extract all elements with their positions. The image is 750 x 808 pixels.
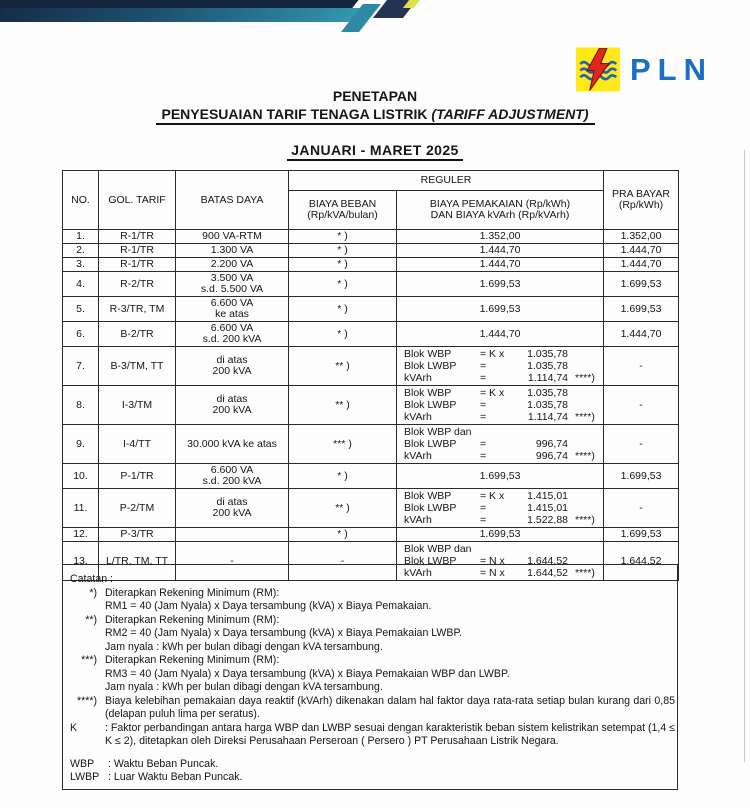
doc-title-line2-italic: (TARIFF ADJUSTMENT) <box>431 106 589 122</box>
cell-gol-tarif: R-1/TR <box>99 230 176 244</box>
tariff-row <box>63 272 679 297</box>
definition-term: LWBP <box>70 771 100 783</box>
definition-row <box>63 771 677 785</box>
header-banner <box>0 0 750 40</box>
cell-gol-tarif: R-1/TR <box>99 258 176 272</box>
cell-biaya-pemakaian: 1.444,70 <box>397 322 604 347</box>
cell-no: 2. <box>63 244 99 258</box>
tariff-row <box>63 528 679 542</box>
cell-gol-tarif: R-2/TR <box>99 272 176 297</box>
doc-title-line2 <box>0 106 750 125</box>
cell-biaya-pemakaian: Blok WBP = K x 1.035,78 Blok LWBP = 1.035,78 kVArh = 1.114,74 ****) <box>397 386 604 425</box>
cell-no: 8. <box>63 386 99 425</box>
cell-no: 9. <box>63 425 99 464</box>
cell-gol-tarif: P-1/TR <box>99 464 176 489</box>
cell-pra-bayar: - <box>604 489 679 528</box>
header-biaya-pemakaian: BIAYA PEMAKAIAN (Rp/kWh) DAN BIAYA kVArh (Rp/kVArh) <box>397 191 604 230</box>
cell-gol-tarif: P-2/TM <box>99 489 176 528</box>
cell-no: 7. <box>63 347 99 386</box>
note-k-factor <box>63 722 677 749</box>
cell-biaya-beban: *** ) <box>289 425 397 464</box>
cell-biaya-beban: * ) <box>289 244 397 258</box>
cell-no: 12. <box>63 528 99 542</box>
cell-biaya-beban: * ) <box>289 297 397 322</box>
cell-pra-bayar: 1.699,53 <box>604 464 679 489</box>
note-item <box>63 695 677 722</box>
cell-no: 13. <box>63 542 99 581</box>
pln-logo-mark-icon <box>576 47 620 92</box>
cell-batas-daya: di atas 200 kVA <box>176 347 289 386</box>
note-text: Diterapkan Rekening Minimum (RM): RM3 = 40 (Jam Nyala) x Daya tersambung (kVA) x Biaya Pemakaian WBP dan LWBP. Jam nyala : kWh per bulan dibagi dengan kVA tersambung. <box>105 654 510 693</box>
tariff-table <box>62 170 679 581</box>
tariff-row <box>63 425 679 464</box>
cell-biaya-beban: * ) <box>289 464 397 489</box>
cell-pra-bayar: 1.699,53 <box>604 297 679 322</box>
cell-pra-bayar: 1.352,00 <box>604 230 679 244</box>
cell-biaya-beban: * ) <box>289 322 397 347</box>
pln-logo <box>576 47 713 92</box>
cell-biaya-beban: ** ) <box>289 489 397 528</box>
cell-gol-tarif: B-2/TR <box>99 322 176 347</box>
header-gol-tarif: GOL. TARIF <box>99 171 176 230</box>
cell-biaya-beban: ** ) <box>289 386 397 425</box>
tariff-row <box>63 347 679 386</box>
cell-batas-daya: 6.600 VA ke atas <box>176 297 289 322</box>
cell-no: 1. <box>63 230 99 244</box>
cell-pra-bayar: - <box>604 347 679 386</box>
tariff-row <box>63 230 679 244</box>
header-pra-bayar: PRA BAYAR (Rp/kWh) <box>604 171 679 230</box>
doc-title-line1: PENETAPAN <box>332 88 418 104</box>
cell-pra-bayar: 1.699,53 <box>604 272 679 297</box>
tariff-row <box>63 244 679 258</box>
cell-biaya-beban: * ) <box>289 528 397 542</box>
cell-batas-daya: - <box>176 542 289 581</box>
header-biaya-beban: BIAYA BEBAN (Rp/kVA/bulan) <box>289 191 397 230</box>
cell-biaya-beban: - <box>289 542 397 581</box>
cell-biaya-pemakaian: 1.444,70 <box>397 258 604 272</box>
banner-stripe-teal <box>0 8 375 22</box>
cell-biaya-beban: * ) <box>289 258 397 272</box>
cell-gol-tarif: I-4/TT <box>99 425 176 464</box>
tariff-row <box>63 464 679 489</box>
cell-pra-bayar: - <box>604 425 679 464</box>
cell-gol-tarif: B-3/TM, TT <box>99 347 176 386</box>
cell-batas-daya: di atas 200 kVA <box>176 386 289 425</box>
tariff-row <box>63 322 679 347</box>
cell-batas-daya: di atas 200 kVA <box>176 489 289 528</box>
cell-pra-bayar: 1.444,70 <box>604 244 679 258</box>
cell-biaya-pemakaian: Blok WBP dan Blok LWBP = 996,74 kVArh = 996,74 ****) <box>397 425 604 464</box>
cell-batas-daya: 3.500 VA s.d. 5.500 VA <box>176 272 289 297</box>
header-batas-daya: BATAS DAYA <box>176 171 289 230</box>
cell-no: 10. <box>63 464 99 489</box>
header-reguler: REGULER <box>289 171 604 191</box>
header-no: NO. <box>63 171 99 230</box>
cell-biaya-pemakaian: 1.444,70 <box>397 244 604 258</box>
cell-gol-tarif: R-3/TR, TM <box>99 297 176 322</box>
tariff-row <box>63 258 679 272</box>
cell-gol-tarif: R-1/TR <box>99 244 176 258</box>
pln-logo-text: PLN <box>630 52 713 87</box>
cell-batas-daya: 6.600 VA s.d. 200 kVA <box>176 322 289 347</box>
cell-biaya-beban: * ) <box>289 230 397 244</box>
notes-box <box>62 564 678 790</box>
cell-pra-bayar: 1.699,53 <box>604 528 679 542</box>
cell-pra-bayar: - <box>604 386 679 425</box>
abbreviation-definitions <box>63 758 677 785</box>
cell-no: 5. <box>63 297 99 322</box>
cell-biaya-pemakaian: 1.699,53 <box>397 272 604 297</box>
tariff-row <box>63 297 679 322</box>
cell-biaya-beban: * ) <box>289 272 397 297</box>
cell-biaya-pemakaian: 1.699,53 <box>397 464 604 489</box>
definition-term: WBP <box>70 757 95 770</box>
cell-pra-bayar: 1.444,70 <box>604 258 679 272</box>
cell-biaya-beban: ** ) <box>289 347 397 386</box>
note-text: Diterapkan Rekening Minimum (RM): RM1 = 40 (Jam Nyala) x Daya tersambung (kVA) x Biaya Pemakaian. <box>105 586 432 612</box>
cell-batas-daya: 900 VA-RTM <box>176 230 289 244</box>
note-marker: **) <box>85 613 97 626</box>
doc-period: JANUARI - MARET 2025 <box>0 142 750 161</box>
cell-pra-bayar: 1.444,70 <box>604 322 679 347</box>
tariff-row <box>63 386 679 425</box>
note-text: Biaya kelebihan pemakaian daya reaktif (kVArh) dikenakan dalam hal faktor daya rata-rata setiap bulan kurang dari 0,85 (delapan puluh lima per seratus). <box>105 694 675 720</box>
cell-biaya-pemakaian: 1.352,00 <box>397 230 604 244</box>
cell-biaya-pemakaian: Blok WBP = K x 1.415,01 Blok LWBP = 1.415,01 kVArh = 1.522,88 ****) <box>397 489 604 528</box>
cell-batas-daya: 6.600 VA s.d. 200 kVA <box>176 464 289 489</box>
doc-title-line2-text: PENYESUAIAN TARIF TENAGA LISTRIK <box>161 106 428 122</box>
definition-row <box>63 758 677 772</box>
cell-batas-daya: 30.000 kVA ke atas <box>176 425 289 464</box>
cell-biaya-pemakaian: 1.699,53 <box>397 528 604 542</box>
cell-batas-daya: 2.200 VA <box>176 258 289 272</box>
note-marker: *) <box>89 586 97 599</box>
scan-edge-artifact <box>744 150 745 762</box>
tariff-row <box>63 489 679 528</box>
cell-pra-bayar: 1.644,52 <box>604 542 679 581</box>
tariff-table-header <box>63 171 679 230</box>
cell-no: 3. <box>63 258 99 272</box>
cell-gol-tarif: L/TR, TM, TT <box>99 542 176 581</box>
cell-biaya-pemakaian: 1.699,53 <box>397 297 604 322</box>
cell-no: 6. <box>63 322 99 347</box>
note-item <box>63 614 677 655</box>
cell-batas-daya: 1.300 VA <box>176 244 289 258</box>
cell-gol-tarif: P-3/TR <box>99 528 176 542</box>
cell-biaya-pemakaian: Blok WBP dan Blok LWBP = N x 1.644,52 kVArh = N x 1.644,52 ****) <box>397 542 604 581</box>
note-item <box>63 587 677 614</box>
title-block <box>0 88 750 161</box>
cell-no: 11. <box>63 489 99 528</box>
cell-no: 4. <box>63 272 99 297</box>
cell-batas-daya <box>176 528 289 542</box>
note-text: Diterapkan Rekening Minimum (RM): RM2 = 40 (Jam Nyala) x Daya tersambung (kVA) x Biaya Pemakaian LWBP. Jam nyala : kWh per bulan dibagi dengan kVA tersambung. <box>105 613 463 653</box>
note-marker: ****) <box>76 694 97 707</box>
note-marker: ***) <box>81 654 97 666</box>
definition-text: : Luar Waktu Beban Puncak. <box>108 771 243 783</box>
note-k-text: : Faktor perbandingan antara harga WBP dan LWBP sesuai dengan karakteristik beban sistem kelistrikan setempat (1,4 ≤ K ≤ 2), ditetapkan oleh Direksi Perusahaan Perseroan ( Persero ) PT Perusahaan Listrik Negara. <box>105 721 675 747</box>
cell-gol-tarif: I-3/TM <box>99 386 176 425</box>
cell-biaya-pemakaian: Blok WBP = K x 1.035,78 Blok LWBP = 1.035,78 kVArh = 1.114,74 ****) <box>397 347 604 386</box>
definition-text: : Waktu Beban Puncak. <box>108 757 219 770</box>
note-item <box>63 654 677 695</box>
notes-title: Catatan : <box>70 573 113 585</box>
note-k-label: K <box>70 721 78 734</box>
